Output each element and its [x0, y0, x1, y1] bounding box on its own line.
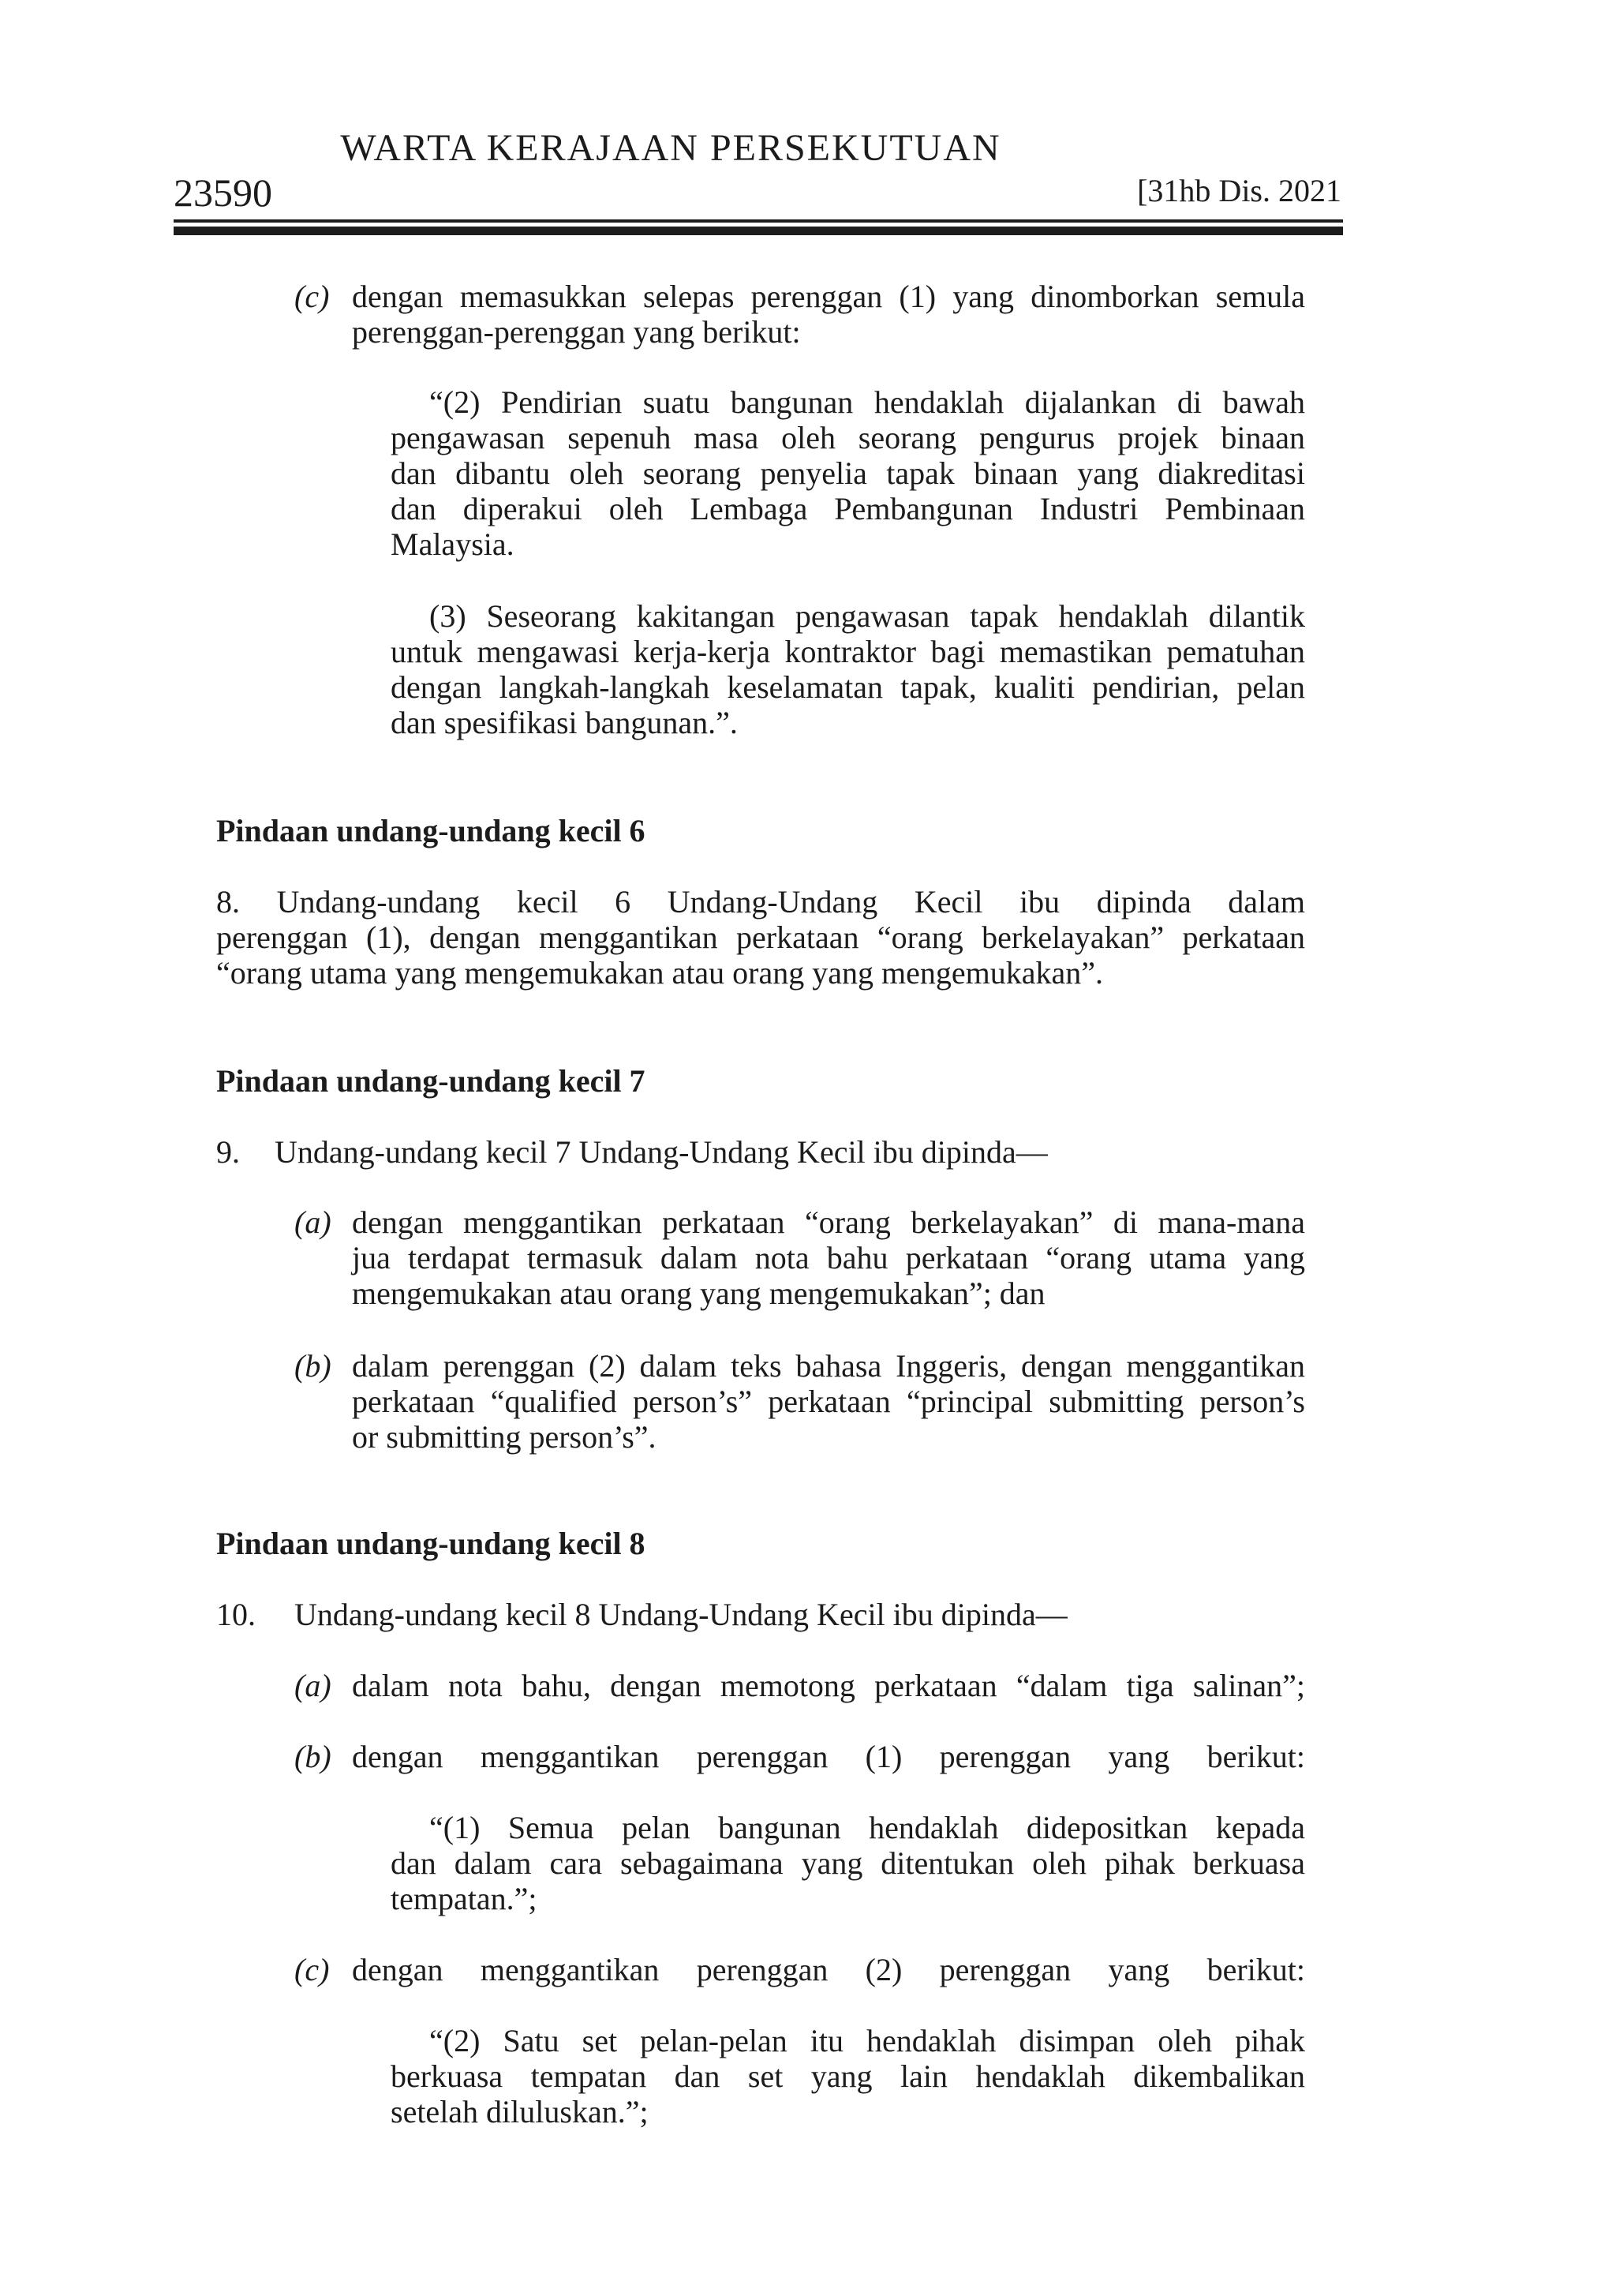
- text-line: dengan memasukkan selepas perenggan (1) yang dinomborkan semula: [352, 279, 1305, 314]
- text-line: untuk mengawasi kerja-kerja kontraktor bagi memastikan pematuhan: [391, 634, 1305, 669]
- paragraph-label: (a): [294, 1204, 331, 1240]
- quoted-subparagraph-2-final-cont: [391, 2058, 1305, 2129]
- quoted-subparagraph-1: [391, 1810, 1305, 1845]
- section-number: 10.: [216, 1597, 256, 1632]
- text-line: dan diperakui oleh Lembaga Pembangunan Industri Pembinaan: [391, 491, 1305, 526]
- quoted-subparagraph-1-cont: [391, 1845, 1305, 1916]
- paragraph-10c-text: [352, 1952, 1305, 1987]
- page-number: 23590: [174, 170, 272, 215]
- section-10-text: Undang-undang kecil 8 Undang-Undang Kecil ibu dipinda—: [294, 1597, 1068, 1632]
- text-line: dan dalam cara sebagaimana yang ditentukan oleh pihak berkuasa: [391, 1845, 1305, 1881]
- text-line: dengan menggantikan perenggan (1) perenggan yang berikut:: [352, 1739, 1305, 1774]
- text-line: dalam perenggan (2) dalam teks bahasa Inggeris, dengan menggantikan: [352, 1348, 1305, 1384]
- header-rule-thin: [174, 219, 1343, 223]
- text-line: 8. Undang-undang kecil 6 Undang-Undang Kecil ibu dipinda dalam: [216, 884, 1305, 920]
- text-line: “(2) Pendirian suatu bangunan hendaklah dijalankan di bawah: [429, 384, 1305, 420]
- text-line: mengemukakan atau orang yang mengemukakan”; dan: [352, 1275, 1046, 1311]
- text-line: perenggan (1), dengan menggantikan perkataan “orang berkelayakan” perkataan: [216, 920, 1305, 955]
- paragraph-label: (b): [294, 1739, 331, 1774]
- quoted-subparagraph-2-cont: [391, 420, 1305, 562]
- text-line: dengan menggantikan perenggan (2) perenggan yang berikut:: [352, 1952, 1305, 1987]
- text-line: perkataan “qualified person’s” perkataan “principal submitting person’s: [352, 1384, 1305, 1419]
- section-heading: Pindaan undang-undang kecil 8: [216, 1526, 645, 1561]
- paragraph-9a-text: [352, 1204, 1305, 1311]
- section-heading: Pindaan undang-undang kecil 7: [216, 1063, 645, 1099]
- paragraph-label: (c): [294, 279, 330, 314]
- text-line: “orang utama yang mengemukakan atau orang yang mengemukakan”.: [216, 955, 1104, 991]
- quoted-subparagraph-3: [391, 598, 1305, 634]
- section-heading: Pindaan undang-undang kecil 6: [216, 813, 645, 848]
- paragraph-label: (c): [294, 1952, 330, 1987]
- text-line: setelah diluluskan.”;: [391, 2094, 649, 2129]
- quoted-subparagraph-2: [391, 384, 1305, 420]
- text-line: tempatan.”;: [391, 1881, 537, 1916]
- text-line: or submitting person’s”.: [352, 1419, 656, 1455]
- text-line: perenggan-perenggan yang berikut:: [352, 314, 801, 350]
- paragraph-10b-text: [352, 1739, 1305, 1774]
- paragraph-c-text: [352, 279, 1305, 350]
- quoted-subparagraph-2-final: [391, 2023, 1305, 2058]
- text-line: dan dibantu oleh seorang penyelia tapak binaan yang diakreditasi: [391, 455, 1305, 491]
- text-line: dengan menggantikan perkataan “orang berkelayakan” di mana-mana: [352, 1204, 1305, 1240]
- paragraph-9b-text: [352, 1348, 1305, 1455]
- text-line: berkuasa tempatan dan set yang lain hendaklah dikembalikan: [391, 2058, 1305, 2094]
- section-8-text: [216, 884, 1305, 991]
- text-line: dalam nota bahu, dengan memotong perkataan “dalam tiga salinan”;: [352, 1668, 1305, 1703]
- text-line: dengan langkah-langkah keselamatan tapak, kualiti pendirian, pelan: [391, 669, 1305, 705]
- paragraph-label: (b): [294, 1348, 331, 1384]
- text-line: pengawasan sepenuh masa oleh seorang pengurus projek binaan: [391, 420, 1305, 455]
- quoted-subparagraph-3-cont: [391, 634, 1305, 740]
- gazette-title: WARTA KERAJAAN PERSEKUTUAN: [340, 127, 1001, 169]
- header-rule-thick: [174, 227, 1343, 235]
- text-line: jua terdapat termasuk dalam nota bahu perkataan “orang utama yang: [352, 1240, 1305, 1275]
- section-9-text: Undang-undang kecil 7 Undang-Undang Kecil ibu dipinda—: [275, 1134, 1048, 1170]
- text-line: “(1) Semua pelan bangunan hendaklah didepositkan kepada: [429, 1810, 1305, 1845]
- text-line: “(2) Satu set pelan-pelan itu hendaklah disimpan oleh pihak: [429, 2023, 1305, 2058]
- paragraph-10a-text: [352, 1668, 1305, 1703]
- text-line: (3) Seseorang kakitangan pengawasan tapak hendaklah dilantik: [429, 598, 1305, 634]
- section-number: 9.: [216, 1134, 240, 1170]
- text-line: Malaysia.: [391, 526, 514, 562]
- text-line: dan spesifikasi bangunan.”.: [391, 705, 738, 740]
- gazette-date: [31hb Dis. 2021: [1137, 173, 1341, 208]
- paragraph-label: (a): [294, 1668, 331, 1703]
